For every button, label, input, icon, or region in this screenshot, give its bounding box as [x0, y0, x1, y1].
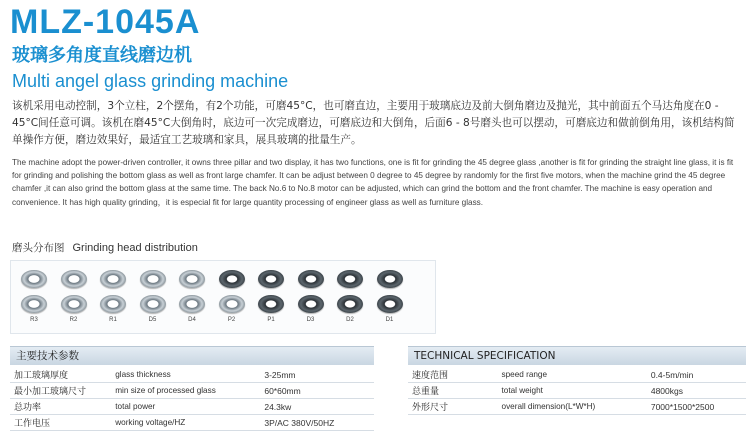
spec-row: [408, 399, 746, 415]
spec-label-en: speed range: [498, 367, 647, 383]
grinding-head-label: D5: [148, 317, 157, 323]
grinding-head-top: [21, 270, 47, 288]
grinding-head-top: [258, 270, 284, 288]
spec-row: [10, 399, 374, 415]
english-description: The machine adopt the power-driven controller, it owns three pillar and two display, it has two functions, one is fit for grinding the 45 degree glass ,another is fit for grinding the straight line glass, it is fit for grinding and polishing the bottom glass as well as front large chamfer. It can be adjust between 0 degree to 45 degree by randomly for the first five motors, when the machine grind the 45 degree chamfer ,it can also grind the bottom glass at the same time. The back No.6 to No.8 motor can be adjusted, which can grind the bottom and the front chamfer. The machine is easy operation and convenience. It has high quality grinding，it is especial fit for large quantity processing of engineer glass as well as furniture glass.: [12, 158, 734, 207]
spec-cn-header-text: 主要技术参数: [16, 350, 79, 362]
spec-label-cn: 总功率: [10, 399, 111, 415]
spec-label-en: total power: [111, 399, 260, 415]
grinding-head-top: [179, 270, 205, 288]
spec-value: 0.4-5m/min: [647, 367, 746, 383]
grinding-wheel-icon: [258, 295, 284, 313]
grinding-wheel-icon: [21, 295, 47, 313]
grinding-head-label: P1: [267, 317, 275, 323]
grinding-head-bottom: [298, 295, 324, 313]
spec-label-en: overall dimension(L*W*H): [498, 399, 647, 415]
spec-row: [10, 415, 374, 431]
grinding-wheel-icon: [298, 295, 324, 313]
grinding-head-label: R3: [30, 317, 38, 323]
grinding-head-top: [100, 270, 126, 288]
grinding-wheel-icon: [21, 270, 47, 288]
grinding-head-title: [12, 240, 198, 255]
spec-value: 24.3kw: [260, 399, 374, 415]
grinding-head-label: D1: [385, 317, 394, 323]
spec-label-en: total weight: [498, 383, 647, 399]
grinding-wheel-icon: [179, 295, 205, 313]
spec-label-en: glass thickness: [111, 367, 260, 383]
grinding-head-top: [140, 270, 166, 288]
grinding-wheel-icon: [337, 295, 363, 313]
grinding-head-bottom: [61, 295, 87, 313]
spec-label-en: min size of processed glass: [111, 383, 260, 399]
grinding-head-top: [61, 270, 87, 288]
grinding-head-bottom: [100, 295, 126, 313]
grinding-head-top: [219, 270, 245, 288]
grinding-wheel-icon: [377, 270, 403, 288]
grinding-head-bottom: [140, 295, 166, 313]
grinding-wheel-icon: [377, 295, 403, 313]
grinding-head-top: [337, 270, 363, 288]
spec-en-table: [408, 367, 746, 415]
grinding-head-title-en: Grinding head distribution: [72, 242, 198, 254]
spec-value: 3P/AC 380V/50HZ: [260, 415, 374, 431]
spec-value: 7000*1500*2500: [647, 399, 746, 415]
chinese-title: 玻璃多角度直线磨边机: [12, 45, 192, 66]
grinding-head-bottom: [258, 295, 284, 313]
grinding-wheel-icon: [298, 270, 324, 288]
grinding-wheel-icon: [100, 270, 126, 288]
spec-label-cn: 速度范围: [408, 367, 498, 383]
grinding-wheel-icon: [140, 295, 166, 313]
spec-label-cn: 最小加工玻璃尺寸: [10, 383, 111, 399]
spec-en-header: [408, 346, 746, 365]
spec-row: [408, 367, 746, 383]
grinding-wheel-icon: [258, 270, 284, 288]
grinding-head-title-cn: 磨头分布图: [12, 242, 65, 254]
grinding-wheel-icon: [61, 270, 87, 288]
grinding-head-bottom: [377, 295, 403, 313]
grinding-head-label: R2: [69, 317, 78, 323]
grinding-wheel-icon: [140, 270, 166, 288]
grinding-head-label: D3: [306, 317, 315, 323]
grinding-wheel-icon: [337, 270, 363, 288]
spec-value: 3-25mm: [260, 367, 374, 383]
spec-value: 60*60mm: [260, 383, 374, 399]
grinding-head-bottom: [337, 295, 363, 313]
spec-label-cn: 工作电压: [10, 415, 111, 431]
spec-cn-header: [10, 346, 374, 365]
grinding-head-label: P2: [227, 317, 236, 323]
spec-value: 4800kgs: [647, 383, 746, 399]
spec-label-cn: 外形尺寸: [408, 399, 498, 415]
grinding-wheel-icon: [179, 270, 205, 288]
grinding-head-top: [298, 270, 324, 288]
model-number: MLZ-1045A: [10, 3, 201, 41]
grinding-head-diagram: [10, 260, 436, 334]
grinding-head-bottom: [21, 295, 47, 313]
grinding-wheel-icon: [61, 295, 87, 313]
spec-row: [408, 383, 746, 399]
spec-en-header-text: TECHNICAL SPECIFICATION: [414, 350, 556, 362]
grinding-wheel-icon: [100, 295, 126, 313]
spec-row: [10, 367, 374, 383]
grinding-head-bottom: [179, 295, 205, 313]
grinding-head-top: [377, 270, 403, 288]
spec-label-cn: 总重量: [408, 383, 498, 399]
spec-row: [10, 383, 374, 399]
chinese-description: 该机采用电动控制，3个立柱，2个摆角，有2个功能，可磨45°C，也可磨直边，主要用于玻璃底边及前大倒角磨边及抛光，其中前面五个马达角度在0 - 45°C间任意可调。该机在磨45°C大倒角时，底边可一次完成磨边，可磨底边和大倒角，后面6 - 8号磨头也可以摆动，可磨底边和做前倒角用，该机结构简单操作方便，磨边效果好，最适宜工艺玻璃和家具，展具玻璃的批量生产。: [12, 100, 735, 146]
spec-label-en: working voltage/HZ: [111, 415, 260, 431]
english-title: Multi angel glass grinding machine: [12, 71, 289, 91]
grinding-head-label: D2: [346, 317, 354, 323]
spec-label-cn: 加工玻璃厚度: [10, 367, 111, 383]
grinding-head-label: R1: [109, 317, 117, 323]
grinding-head-bottom: [219, 295, 245, 313]
grinding-wheel-icon: [219, 295, 245, 313]
grinding-head-label: D4: [188, 317, 196, 323]
grinding-wheel-icon: [219, 270, 245, 288]
spec-cn-table: [10, 367, 374, 431]
